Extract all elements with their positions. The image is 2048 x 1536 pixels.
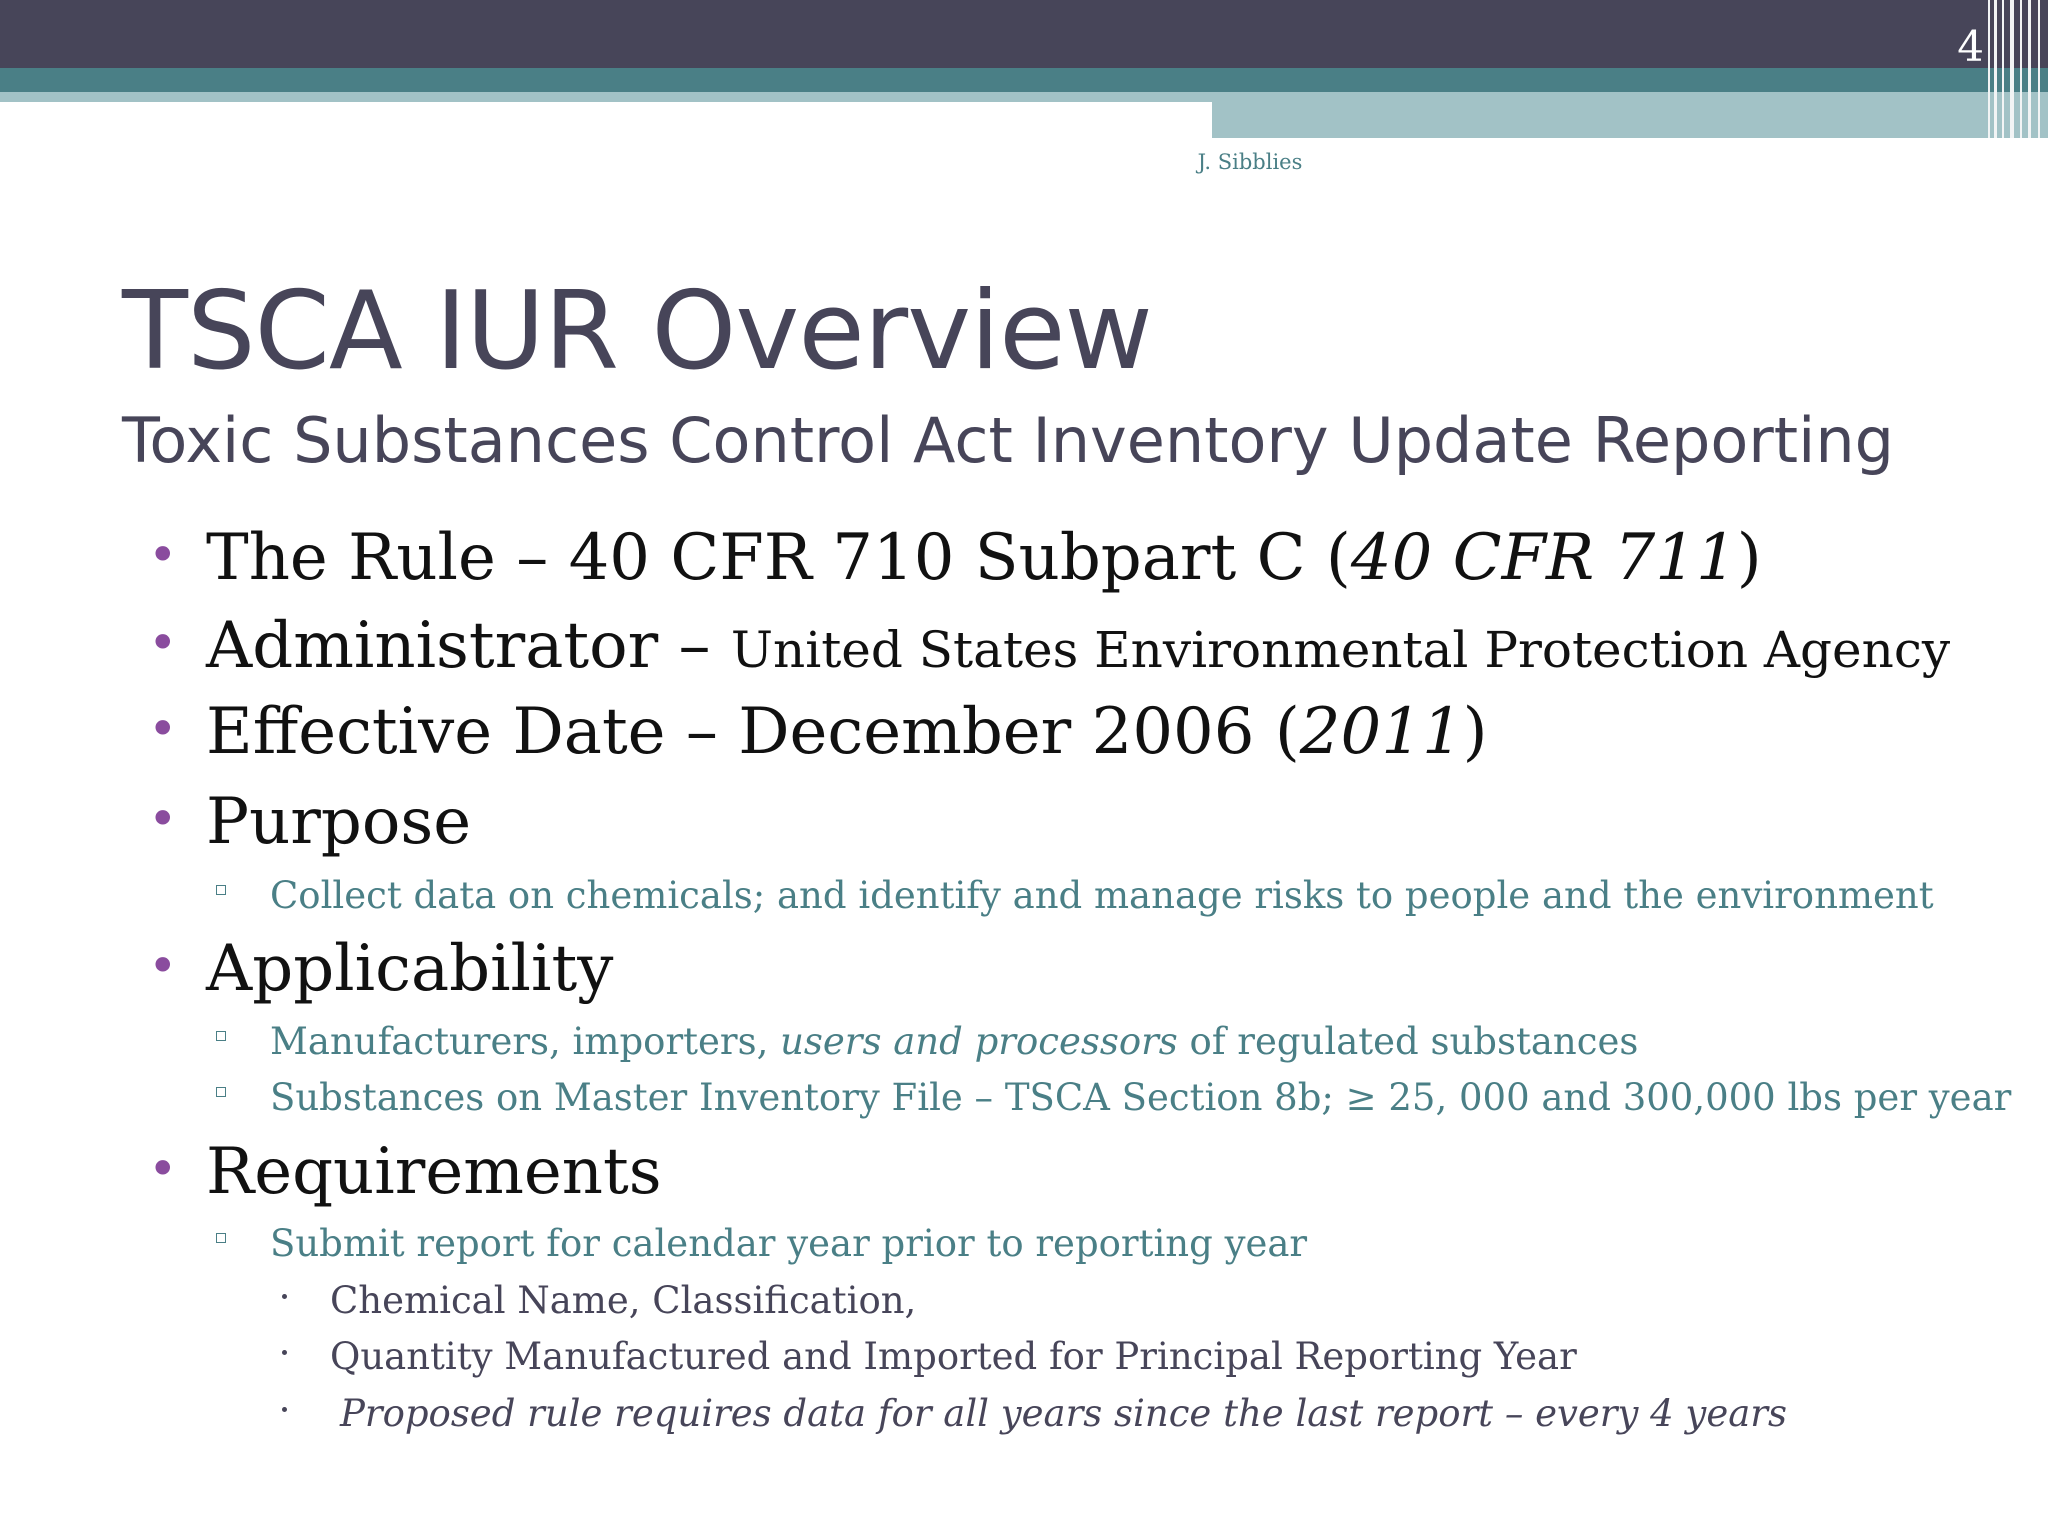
requirements-label: Requirements xyxy=(206,1135,662,1209)
small-dot-icon xyxy=(282,1407,287,1412)
purpose-sub1: Collect data on chemicals; and identify and manage risks to people and the environment xyxy=(270,874,1934,917)
square-bullet-icon xyxy=(216,1031,226,1041)
square-bullet-icon xyxy=(216,885,226,895)
rule-italic: 40 CFR 711 xyxy=(1350,521,1737,595)
applicability-sub1-pre: Manufacturers, importers, xyxy=(270,1020,781,1063)
bullet-dot: • xyxy=(148,700,178,758)
purpose-label: Purpose xyxy=(206,785,472,859)
small-dot-icon xyxy=(282,1350,287,1355)
effective-text: Effective Date – December 2006 ( xyxy=(206,695,1300,769)
bullet-dot: • xyxy=(148,1140,178,1198)
square-bullet-icon xyxy=(216,1087,226,1097)
requirements-item2-text: Quantity Manufactured and Imported for Principal Reporting Year xyxy=(330,1335,1577,1378)
applicability-sub2: Substances on Master Inventory File – TSCA Section 8b; ≥ 25, 000 and 300,000 lbs per year xyxy=(270,1076,2012,1119)
bullet-dot: • xyxy=(148,526,178,584)
bullet-dot: • xyxy=(148,614,178,672)
rule-text: The Rule – 40 CFR 710 Subpart C ( xyxy=(206,521,1351,595)
header-band-light-left xyxy=(0,92,1212,102)
effective-end: ) xyxy=(1462,695,1488,769)
applicability-sub1-post: of regulated substances xyxy=(1177,1020,1639,1063)
applicability-sub1-italic: users and processors xyxy=(780,1020,1178,1063)
requirements-sub1: Submit report for calendar year prior to reporting year xyxy=(270,1222,1308,1265)
administrator-label: Administrator – xyxy=(206,609,731,683)
bullet-dot: • xyxy=(148,937,178,995)
rule-end: ) xyxy=(1736,521,1762,595)
small-dot-icon xyxy=(282,1294,287,1299)
header-band-teal xyxy=(0,68,2048,92)
header-band-light-right xyxy=(1212,92,2048,138)
slide-subtitle: Toxic Substances Control Act Inventory Update Reporting xyxy=(122,404,1894,477)
applicability-label: Applicability xyxy=(206,932,614,1006)
requirements-item3-text: Proposed rule requires data for all years since the last report – every 4 years xyxy=(340,1392,1787,1435)
bullet-dot: • xyxy=(148,790,178,848)
author-name: J. Sibblies xyxy=(1197,150,1303,174)
administrator-value: United States Environmental Protection Agency xyxy=(730,621,1951,679)
header-stripes-decoration xyxy=(1982,0,2048,138)
square-bullet-icon xyxy=(216,1233,226,1243)
header-band-dark xyxy=(0,0,2048,68)
effective-italic: 2011 xyxy=(1299,695,1463,769)
slide-title: TSCA IUR Overview xyxy=(122,269,1152,394)
requirements-item1-text: Chemical Name, Classification, xyxy=(330,1279,917,1322)
slide-number: 4 xyxy=(1957,22,1984,71)
